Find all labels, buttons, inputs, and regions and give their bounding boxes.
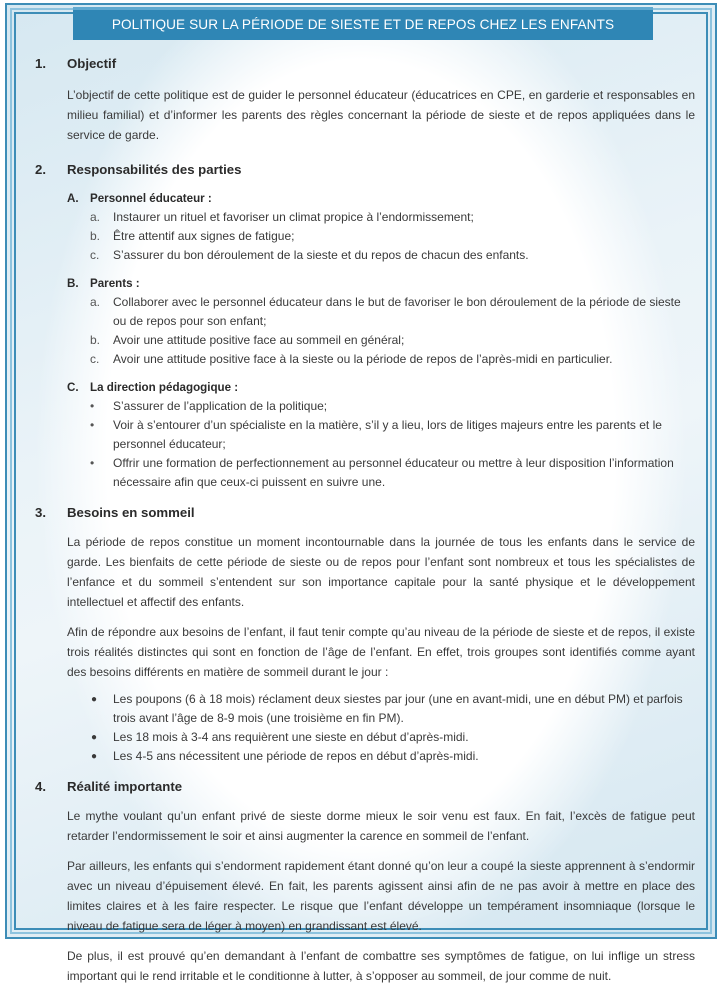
subsection-heading xyxy=(67,190,695,208)
list-item xyxy=(91,728,695,747)
list-item-text: Les poupons (6 à 18 mois) réclament deux siestes par jour (une en avant-midi, une en début PM) et parfois trois avant l’âge de 8-9 mois (une troisième en fin PM). xyxy=(113,692,683,725)
list-item xyxy=(90,227,695,246)
list-marker: c. xyxy=(90,248,100,262)
bullet-icon: ● xyxy=(91,694,98,705)
paragraph: Par ailleurs, les enfants qui s’endorment rapidement étant donné qu’on leur a coupé la sieste apprennent à s’endormir avec un niveau d’épuisement élevé. En fait, les parents agissent ainsi afin de ne pas avoir à mettre en place des limites claires et à les faire respecter. Le risque que l’enfant développe un tempérament insomniaque (lorsque le niveau de fatigue sera de léger à moyen) en grandissant est élevé. xyxy=(67,859,695,933)
subsection-letter: A. xyxy=(67,192,79,205)
responsibility-list xyxy=(90,208,695,265)
document-title: POLITIQUE SUR LA PÉRIODE DE SIESTE ET DE REPOS CHEZ LES ENFANTS xyxy=(111,17,615,32)
section-heading xyxy=(35,159,695,179)
list-item xyxy=(90,246,695,265)
document-page xyxy=(5,3,717,983)
section-number: 2. xyxy=(35,161,46,177)
section-objectif xyxy=(35,53,695,145)
section-title: Responsabilités des parties xyxy=(67,161,242,177)
list-marker: a. xyxy=(90,210,101,224)
list-item-text: Collaborer avec le personnel éducateur dans le but de favoriser le bon déroulement de la période de sieste ou de repos pour son enfant; xyxy=(113,295,681,328)
list-item-text: S’assurer de l’application de la politique; xyxy=(113,399,328,413)
list-item-text: S’assurer du bon déroulement de la sieste et du repos de chacun des enfants. xyxy=(113,248,529,262)
bullet-icon: ● xyxy=(91,751,98,762)
section-number: 3. xyxy=(35,504,46,520)
section-heading xyxy=(35,776,695,796)
subsection-heading xyxy=(67,379,695,397)
subsection-letter: C. xyxy=(67,381,79,394)
list-item xyxy=(91,690,695,728)
paragraph: La période de repos constitue un moment incontournable dans la journée de tous les enfants dans le service de garde. Les bienfaits de cette période de sieste ou de repos pour l’enfant sont nombreux et tous les spécialistes de l’enfance et du sommeil s’entendent sur son importance capitale pour la santé physique et le développement intellectuel et affectif des enfants. xyxy=(67,535,695,609)
subsection-title: Parents : xyxy=(90,277,140,290)
paragraph: De plus, il est prouvé qu’en demandant à l’enfant de combattre ses symptômes de fatigue, on lui inflige un stress important qui le rend irritable et le conditionne à lutter, à s’opposer au sommeil, de jour comme de nuit. xyxy=(67,949,695,983)
list-item xyxy=(91,747,695,766)
section-heading xyxy=(35,53,695,73)
section-number: 1. xyxy=(35,55,46,71)
section-title: Besoins en sommeil xyxy=(67,504,195,520)
list-item-text: Instaurer un rituel et favoriser un climat propice à l’endormissement; xyxy=(113,210,474,224)
list-marker: a. xyxy=(90,295,101,309)
list-item xyxy=(90,293,695,331)
section-number: 4. xyxy=(35,778,46,794)
section-besoins-sommeil xyxy=(35,502,695,766)
list-item xyxy=(90,208,695,227)
list-item xyxy=(90,331,695,350)
list-item-text: Les 18 mois à 3-4 ans requièrent une sieste en début d’après-midi. xyxy=(113,730,469,744)
subsection-personnel-educateur xyxy=(67,190,695,265)
section-responsabilites xyxy=(35,159,695,492)
section-title: Réalité importante xyxy=(67,778,183,794)
section-heading xyxy=(35,502,695,522)
list-item-text: Avoir une attitude positive face au sommeil en général; xyxy=(113,333,405,347)
section-title: Objectif xyxy=(67,55,117,71)
list-item-text: Offrir une formation de perfectionnement au personnel éducateur ou mettre à leur disposition l’information nécessaire afin que ceux-ci puissent en suivre une. xyxy=(113,456,674,489)
paragraph: L’objectif de cette politique est de guider le personnel éducateur (éducatrices en CPE, en garderie et responsables en milieu familial) et d’informer les parents des règles concernant la période de sieste et de repos appliquées dans le service de garde. xyxy=(67,88,695,142)
subsection-parents xyxy=(67,275,695,369)
list-item-text: Être attentif aux signes de fatigue; xyxy=(113,229,295,243)
bullet-icon: • xyxy=(90,456,95,470)
bullet-icon: • xyxy=(90,399,95,413)
age-group-list xyxy=(91,690,695,766)
responsibility-list xyxy=(90,397,695,492)
document-title-banner xyxy=(73,7,653,40)
document-body xyxy=(35,53,695,986)
list-marker: b. xyxy=(90,229,101,243)
list-item xyxy=(90,350,695,369)
subsection-letter: B. xyxy=(67,277,79,290)
bullet-icon: ● xyxy=(91,732,98,743)
paragraph: Afin de répondre aux besoins de l’enfant, il faut tenir compte qu’au niveau de la période de sieste et de repos, il existe trois réalités distinctes qui sont en fonction de l’âge de l’enfant. En effet, trois groupes sont identifiés comme ayant des besoins différents en matière de sommeil durant le jour : xyxy=(67,625,695,679)
list-item xyxy=(90,454,695,492)
responsibility-list xyxy=(90,293,695,369)
list-item-text: Avoir une attitude positive face à la sieste ou la période de repos de l’après-midi en particulier. xyxy=(113,352,613,366)
bullet-icon: • xyxy=(90,418,95,432)
list-marker: b. xyxy=(90,333,101,347)
list-item xyxy=(90,416,695,454)
list-marker: c. xyxy=(90,352,100,366)
list-item xyxy=(90,397,695,416)
subsection-title: La direction pédagogique : xyxy=(90,381,239,394)
subsection-direction-pedagogique xyxy=(67,379,695,492)
subsection-heading xyxy=(67,275,695,293)
section-realite-importante xyxy=(35,776,695,986)
list-item-text: Voir à s’entourer d’un spécialiste en la matière, s’il y a lieu, lors de litiges majeurs entre les parents et le personnel éducateur; xyxy=(113,418,662,451)
paragraph: Le mythe voulant qu’un enfant privé de sieste dorme mieux le soir venu est faux. En fait, l’excès de fatigue peut retarder l’endormissement le soir et ainsi augmenter la carence en sommeil de l’enfant. xyxy=(67,809,695,843)
list-item-text: Les 4-5 ans nécessitent une période de repos en début d’après-midi. xyxy=(113,749,479,763)
subsection-title: Personnel éducateur : xyxy=(90,192,212,205)
